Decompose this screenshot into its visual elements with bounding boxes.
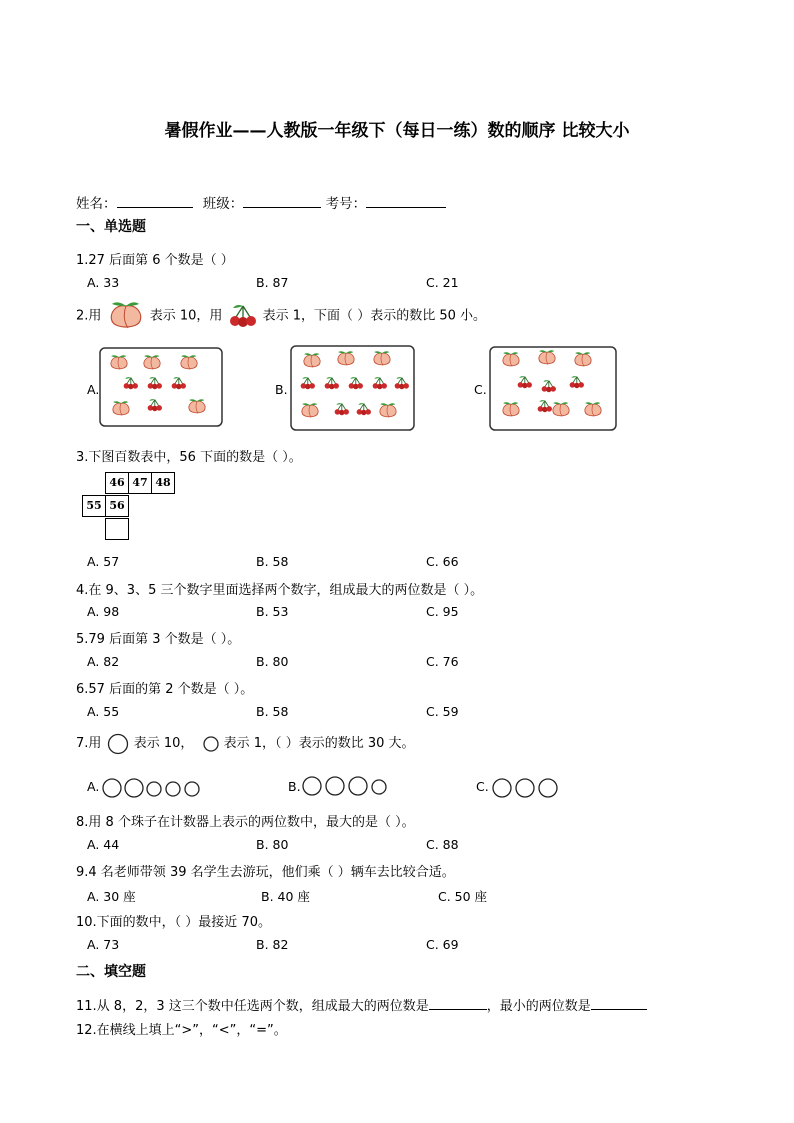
q8-option-a[interactable]: A. 44 [87, 837, 120, 852]
page-title: 暑假作业——人教版一年级下（每日一练）数的顺序 比较大小 [164, 121, 630, 141]
q7-option-a-circles[interactable] [102, 777, 202, 799]
class-label: 班级： [202, 196, 244, 212]
cherry-icon [148, 399, 162, 411]
exam-label: 考号： [325, 196, 367, 212]
cherry-icon [148, 377, 162, 389]
cherry-icon [570, 376, 584, 388]
student-info-line [76, 192, 446, 212]
q6-option-b[interactable]: B. 58 [256, 704, 289, 719]
peach-icon [113, 401, 129, 415]
q9-option-c[interactable]: C. 50 座 [438, 889, 488, 904]
question-3: 3.下图百数表中，56 下面的数是（ ）。 [76, 450, 302, 465]
q2-text-post: 表示 1，下面（ ）表示的数比 50 小。 [262, 308, 486, 324]
q2-text-mid: 表示 10，用 [149, 308, 223, 324]
question-11 [76, 995, 647, 1014]
q5-option-a[interactable]: A. 82 [87, 654, 120, 669]
q7-option-c-circles[interactable] [492, 777, 562, 799]
grid-cell: 46 [105, 472, 129, 494]
cherry-icon [227, 303, 259, 329]
q5-option-c[interactable]: C. 76 [426, 654, 459, 669]
q3-option-c[interactable]: C. 66 [426, 554, 459, 569]
cherry-icon [518, 376, 532, 388]
small-circle-icon [202, 735, 220, 753]
peach-icon [111, 355, 127, 369]
question-10: 10.下面的数中，（ ）最接近 70。 [76, 915, 271, 930]
cherry-icon [538, 400, 552, 412]
q6-option-a[interactable]: A. 55 [87, 704, 120, 719]
exam-blank[interactable] [366, 193, 446, 208]
q11-text-2: ，最小的两位数是 [486, 999, 591, 1014]
cherry-icon [325, 377, 339, 389]
q2-option-a-label[interactable]: A. [87, 382, 100, 397]
cherry-icon [335, 403, 349, 415]
q10-option-c[interactable]: C. 69 [426, 937, 459, 952]
q2-text-pre: 2.用 [76, 308, 102, 324]
peach-icon [106, 300, 146, 332]
cherry-icon [349, 377, 363, 389]
q7-text-mid: 表示 10， [133, 736, 194, 751]
peach-icon [304, 353, 320, 367]
q7-text-pre: 7.用 [76, 736, 102, 751]
q11-blank-min[interactable] [591, 995, 647, 1010]
q9-option-a[interactable]: A. 30 座 [87, 889, 136, 904]
peach-icon [302, 403, 318, 417]
q9-option-b[interactable]: B. 40 座 [261, 889, 310, 904]
q11-blank-max[interactable] [429, 995, 487, 1010]
grid-cell: 47 [128, 472, 152, 494]
cherry-icon [124, 377, 138, 389]
name-label: 姓名： [76, 196, 117, 212]
peach-icon [181, 355, 197, 369]
class-blank[interactable] [243, 193, 321, 208]
q2-option-b-picture[interactable] [289, 344, 416, 432]
q8-option-c[interactable]: C. 88 [426, 837, 459, 852]
q8-option-b[interactable]: B. 80 [256, 837, 289, 852]
q7-option-b-circles[interactable] [302, 775, 392, 797]
q1-option-b[interactable]: B. 87 [256, 275, 289, 290]
question-8: 8.用 8 个珠子在计数器上表示的两位数中，最大的是（ ）。 [76, 815, 415, 830]
question-5: 5.79 后面第 3 个数是（ ）。 [76, 632, 241, 647]
peach-icon [539, 350, 555, 364]
peach-icon [503, 402, 519, 416]
cherry-icon [395, 377, 409, 389]
question-7 [76, 732, 415, 756]
peach-icon [553, 402, 569, 416]
q7-text-post: 表示 1，（ ）表示的数比 30 大。 [223, 736, 415, 751]
q3-option-a[interactable]: A. 57 [87, 554, 120, 569]
peach-icon [374, 351, 390, 365]
question-9: 9.4 名老师带领 39 名学生去游玩，他们乘（ ）辆车去比较合适。 [76, 865, 455, 880]
q4-option-b[interactable]: B. 53 [256, 604, 289, 619]
q7-option-a-label[interactable]: A. [87, 779, 100, 794]
grid-cell: 55 [82, 495, 106, 517]
peach-icon [585, 402, 601, 416]
question-4: 4.在 9、3、5 三个数字里面选择两个数字，组成最大的两位数是（ ）。 [76, 583, 484, 598]
q1-option-c[interactable]: C. 21 [426, 275, 459, 290]
q7-option-b-label[interactable]: B. [288, 779, 301, 794]
peach-icon [380, 403, 396, 417]
name-blank[interactable] [117, 193, 193, 208]
peach-icon [338, 351, 354, 365]
q7-option-c-label[interactable]: C. [476, 779, 489, 794]
grid-cell: 48 [151, 472, 175, 494]
q2-option-a-picture[interactable] [98, 346, 224, 428]
cherry-icon [542, 380, 556, 392]
q4-option-c[interactable]: C. 95 [426, 604, 459, 619]
large-circle-icon [106, 733, 130, 755]
peach-icon [189, 399, 205, 413]
peach-icon [503, 352, 519, 366]
hundred-chart-fragment [80, 472, 180, 544]
question-6: 6.57 后面的第 2 个数是（ ）。 [76, 682, 254, 697]
q2-option-b-label[interactable]: B. [275, 382, 288, 397]
question-2 [76, 300, 486, 332]
cherry-icon [357, 403, 371, 415]
q11-text-1: 11.从 8，2，3 这三个数中任选两个数，组成最大的两位数是 [76, 999, 429, 1014]
q3-option-b[interactable]: B. 58 [256, 554, 289, 569]
q10-option-a[interactable]: A. 73 [87, 937, 120, 952]
q10-option-b[interactable]: B. 82 [256, 937, 289, 952]
cherry-icon [301, 377, 315, 389]
cherry-icon [172, 377, 186, 389]
q5-option-b[interactable]: B. 80 [256, 654, 289, 669]
question-1: 1.27 后面第 6 个数是（ ） [76, 253, 234, 268]
q1-option-a[interactable]: A. 33 [87, 275, 120, 290]
peach-icon [144, 355, 160, 369]
q4-option-a[interactable]: A. 98 [87, 604, 120, 619]
q2-option-c-label[interactable]: C. [474, 382, 487, 397]
grid-cell-empty [105, 518, 129, 540]
question-12: 12.在横线上填上“>”，“<”，“=”。 [76, 1023, 287, 1038]
peach-icon [575, 352, 591, 366]
grid-cell: 56 [105, 495, 129, 517]
cherry-icon [373, 377, 387, 389]
q6-option-c[interactable]: C. 59 [426, 704, 459, 719]
section-heading-single-choice: 一、单选题 [76, 219, 146, 235]
section-heading-fill-blank: 二、填空题 [76, 964, 146, 980]
q2-option-c-picture[interactable] [488, 345, 618, 432]
